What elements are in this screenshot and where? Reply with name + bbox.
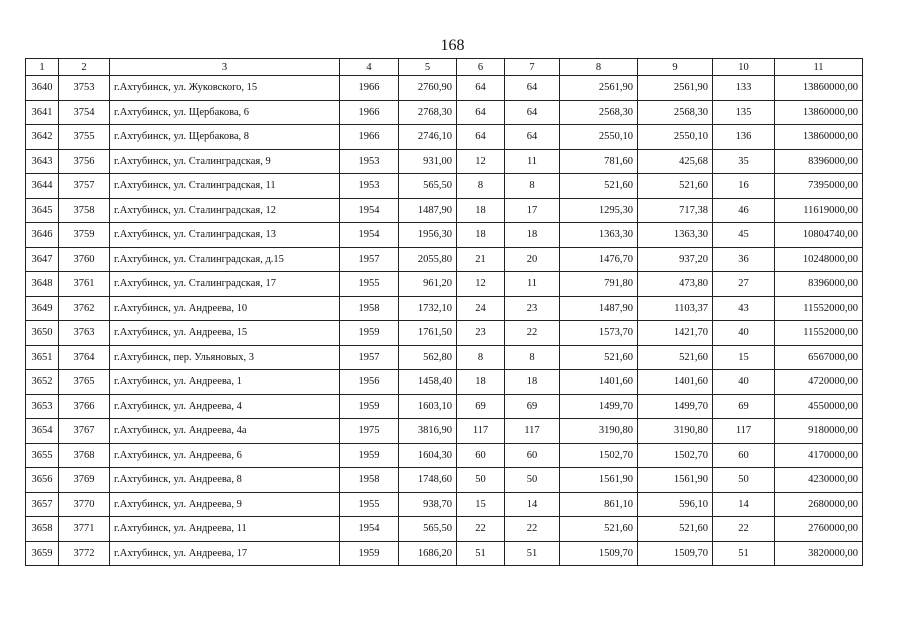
row-number-cell: 3643 — [26, 149, 59, 174]
col10-cell: 35 — [713, 149, 775, 174]
record-number-cell: 3755 — [59, 125, 110, 150]
col10-cell: 43 — [713, 296, 775, 321]
area-cell: 2055,80 — [399, 247, 457, 272]
cost-cell: 11552000,00 — [775, 296, 863, 321]
cost-cell: 9180000,00 — [775, 419, 863, 444]
year-cell: 1955 — [340, 492, 399, 517]
col7-cell: 50 — [505, 468, 560, 493]
table-row — [26, 272, 863, 297]
cost-cell: 8396000,00 — [775, 149, 863, 174]
col9-area-cell: 1363,30 — [638, 223, 713, 248]
col6-cell: 60 — [457, 443, 505, 468]
record-number-cell: 3757 — [59, 174, 110, 199]
table-row — [26, 419, 863, 444]
col7-cell: 23 — [505, 296, 560, 321]
col10-cell: 69 — [713, 394, 775, 419]
col7-cell: 60 — [505, 443, 560, 468]
col9-area-cell: 1561,90 — [638, 468, 713, 493]
col8-area-cell: 1295,30 — [560, 198, 638, 223]
row-number-cell: 3642 — [26, 125, 59, 150]
col10-cell: 50 — [713, 468, 775, 493]
area-cell: 565,50 — [399, 517, 457, 542]
address-cell: г.Ахтубинск, ул. Андреева, 11 — [110, 517, 340, 542]
year-cell: 1959 — [340, 321, 399, 346]
year-cell: 1956 — [340, 370, 399, 395]
col10-cell: 117 — [713, 419, 775, 444]
col7-cell: 69 — [505, 394, 560, 419]
col9-area-cell: 1509,70 — [638, 541, 713, 566]
table-row — [26, 541, 863, 566]
year-cell: 1957 — [340, 345, 399, 370]
year-cell: 1958 — [340, 468, 399, 493]
table-row — [26, 296, 863, 321]
col10-cell: 27 — [713, 272, 775, 297]
col6-cell: 24 — [457, 296, 505, 321]
row-number-cell: 3649 — [26, 296, 59, 321]
col9-area-cell: 425,68 — [638, 149, 713, 174]
area-cell: 1732,10 — [399, 296, 457, 321]
col9-area-cell: 2550,10 — [638, 125, 713, 150]
col8-area-cell: 3190,80 — [560, 419, 638, 444]
col7-cell: 64 — [505, 100, 560, 125]
area-cell: 1458,40 — [399, 370, 457, 395]
area-cell: 1761,50 — [399, 321, 457, 346]
address-cell: г.Ахтубинск, ул. Андреева, 17 — [110, 541, 340, 566]
row-number-cell: 3646 — [26, 223, 59, 248]
table-row — [26, 517, 863, 542]
row-number-cell: 3656 — [26, 468, 59, 493]
col10-cell: 36 — [713, 247, 775, 272]
address-cell: г.Ахтубинск, ул. Андреева, 6 — [110, 443, 340, 468]
page-number: 168 — [440, 37, 465, 54]
table-row — [26, 247, 863, 272]
col9-area-cell: 473,80 — [638, 272, 713, 297]
col6-cell: 69 — [457, 394, 505, 419]
col7-cell: 8 — [505, 174, 560, 199]
col6-cell: 64 — [457, 76, 505, 101]
area-cell: 1748,60 — [399, 468, 457, 493]
address-cell: г.Ахтубинск, ул. Андреева, 9 — [110, 492, 340, 517]
area-cell: 938,70 — [399, 492, 457, 517]
cost-cell: 2760000,00 — [775, 517, 863, 542]
area-cell: 1956,30 — [399, 223, 457, 248]
table-row — [26, 76, 863, 101]
col10-cell: 16 — [713, 174, 775, 199]
col10-cell: 22 — [713, 517, 775, 542]
cost-cell: 4720000,00 — [775, 370, 863, 395]
col9-area-cell: 596,10 — [638, 492, 713, 517]
cost-cell: 3820000,00 — [775, 541, 863, 566]
address-cell: г.Ахтубинск, ул. Сталинградская, д.15 — [110, 247, 340, 272]
address-cell: г.Ахтубинск, ул. Сталинградская, 9 — [110, 149, 340, 174]
record-number-cell: 3760 — [59, 247, 110, 272]
record-number-cell: 3761 — [59, 272, 110, 297]
year-cell: 1966 — [340, 100, 399, 125]
col6-cell: 23 — [457, 321, 505, 346]
col9-area-cell: 1499,70 — [638, 394, 713, 419]
record-number-cell: 3753 — [59, 76, 110, 101]
column-header: 2 — [59, 59, 110, 76]
col8-area-cell: 1476,70 — [560, 247, 638, 272]
record-number-cell: 3759 — [59, 223, 110, 248]
table-row — [26, 100, 863, 125]
cost-cell: 4170000,00 — [775, 443, 863, 468]
column-header: 7 — [505, 59, 560, 76]
col8-area-cell: 1401,60 — [560, 370, 638, 395]
col6-cell: 18 — [457, 198, 505, 223]
area-cell: 1686,20 — [399, 541, 457, 566]
address-cell: г.Ахтубинск, ул. Андреева, 15 — [110, 321, 340, 346]
row-number-cell: 3648 — [26, 272, 59, 297]
record-number-cell: 3764 — [59, 345, 110, 370]
col6-cell: 18 — [457, 370, 505, 395]
year-cell: 1958 — [340, 296, 399, 321]
column-header: 9 — [638, 59, 713, 76]
address-cell: г.Ахтубинск, ул. Жуковского, 15 — [110, 76, 340, 101]
row-number-cell: 3654 — [26, 419, 59, 444]
col9-area-cell: 1502,70 — [638, 443, 713, 468]
col6-cell: 12 — [457, 272, 505, 297]
column-header: 6 — [457, 59, 505, 76]
table-row — [26, 394, 863, 419]
col7-cell: 117 — [505, 419, 560, 444]
col7-cell: 18 — [505, 370, 560, 395]
cost-cell: 13860000,00 — [775, 125, 863, 150]
table-row — [26, 443, 863, 468]
record-number-cell: 3767 — [59, 419, 110, 444]
address-cell: г.Ахтубинск, ул. Сталинградская, 12 — [110, 198, 340, 223]
col7-cell: 64 — [505, 76, 560, 101]
area-cell: 1603,10 — [399, 394, 457, 419]
table-row — [26, 223, 863, 248]
year-cell: 1953 — [340, 149, 399, 174]
col7-cell: 64 — [505, 125, 560, 150]
table-row — [26, 125, 863, 150]
address-cell: г.Ахтубинск, ул. Щербакова, 8 — [110, 125, 340, 150]
record-number-cell: 3765 — [59, 370, 110, 395]
row-number-cell: 3645 — [26, 198, 59, 223]
table-row — [26, 149, 863, 174]
year-cell: 1954 — [340, 223, 399, 248]
row-number-cell: 3658 — [26, 517, 59, 542]
cost-cell: 2680000,00 — [775, 492, 863, 517]
col9-area-cell: 521,60 — [638, 517, 713, 542]
col6-cell: 8 — [457, 345, 505, 370]
year-cell: 1959 — [340, 394, 399, 419]
cost-cell: 6567000,00 — [775, 345, 863, 370]
cost-cell: 8396000,00 — [775, 272, 863, 297]
table-row — [26, 174, 863, 199]
col6-cell: 117 — [457, 419, 505, 444]
address-cell: г.Ахтубинск, ул. Сталинградская, 17 — [110, 272, 340, 297]
row-number-cell: 3650 — [26, 321, 59, 346]
cost-cell: 13860000,00 — [775, 76, 863, 101]
col6-cell: 12 — [457, 149, 505, 174]
col6-cell: 51 — [457, 541, 505, 566]
address-cell: г.Ахтубинск, ул. Андреева, 1 — [110, 370, 340, 395]
table-row — [26, 492, 863, 517]
col7-cell: 11 — [505, 272, 560, 297]
year-cell: 1975 — [340, 419, 399, 444]
col10-cell: 60 — [713, 443, 775, 468]
address-cell: г.Ахтубинск, ул. Андреева, 8 — [110, 468, 340, 493]
column-header: 8 — [560, 59, 638, 76]
table-row — [26, 370, 863, 395]
column-header: 4 — [340, 59, 399, 76]
col6-cell: 50 — [457, 468, 505, 493]
year-cell: 1959 — [340, 541, 399, 566]
col10-cell: 14 — [713, 492, 775, 517]
col8-area-cell: 861,10 — [560, 492, 638, 517]
col9-area-cell: 2561,90 — [638, 76, 713, 101]
cost-cell: 11619000,00 — [775, 198, 863, 223]
col10-cell: 133 — [713, 76, 775, 101]
col9-area-cell: 2568,30 — [638, 100, 713, 125]
row-number-cell: 3651 — [26, 345, 59, 370]
col9-area-cell: 521,60 — [638, 174, 713, 199]
table-row — [26, 468, 863, 493]
year-cell: 1953 — [340, 174, 399, 199]
row-number-cell: 3652 — [26, 370, 59, 395]
col8-area-cell: 1573,70 — [560, 321, 638, 346]
col8-area-cell: 521,60 — [560, 174, 638, 199]
record-number-cell: 3754 — [59, 100, 110, 125]
record-number-cell: 3770 — [59, 492, 110, 517]
area-cell: 1487,90 — [399, 198, 457, 223]
cost-cell: 7395000,00 — [775, 174, 863, 199]
column-header: 11 — [775, 59, 863, 76]
col9-area-cell: 521,60 — [638, 345, 713, 370]
address-cell: г.Ахтубинск, пер. Ульяновых, 3 — [110, 345, 340, 370]
col7-cell: 22 — [505, 321, 560, 346]
year-cell: 1954 — [340, 517, 399, 542]
col7-cell: 14 — [505, 492, 560, 517]
col10-cell: 40 — [713, 370, 775, 395]
col9-area-cell: 3190,80 — [638, 419, 713, 444]
table-row — [26, 198, 863, 223]
col8-area-cell: 1561,90 — [560, 468, 638, 493]
property-register-table — [25, 58, 863, 566]
col6-cell: 22 — [457, 517, 505, 542]
col8-area-cell: 2561,90 — [560, 76, 638, 101]
col9-area-cell: 717,38 — [638, 198, 713, 223]
col8-area-cell: 521,60 — [560, 517, 638, 542]
col8-area-cell: 781,60 — [560, 149, 638, 174]
cost-cell: 11552000,00 — [775, 321, 863, 346]
column-header: 10 — [713, 59, 775, 76]
col6-cell: 8 — [457, 174, 505, 199]
col10-cell: 15 — [713, 345, 775, 370]
record-number-cell: 3756 — [59, 149, 110, 174]
col9-area-cell: 1421,70 — [638, 321, 713, 346]
col9-area-cell: 1401,60 — [638, 370, 713, 395]
col7-cell: 22 — [505, 517, 560, 542]
cost-cell: 10248000,00 — [775, 247, 863, 272]
area-cell: 961,20 — [399, 272, 457, 297]
row-number-cell: 3644 — [26, 174, 59, 199]
table-row — [26, 321, 863, 346]
row-number-cell: 3647 — [26, 247, 59, 272]
address-cell: г.Ахтубинск, ул. Андреева, 10 — [110, 296, 340, 321]
table-row — [26, 345, 863, 370]
year-cell: 1966 — [340, 125, 399, 150]
col6-cell: 64 — [457, 125, 505, 150]
area-cell: 3816,90 — [399, 419, 457, 444]
cost-cell: 13860000,00 — [775, 100, 863, 125]
record-number-cell: 3768 — [59, 443, 110, 468]
area-cell: 565,50 — [399, 174, 457, 199]
col6-cell: 18 — [457, 223, 505, 248]
row-number-cell: 3640 — [26, 76, 59, 101]
record-number-cell: 3766 — [59, 394, 110, 419]
area-cell: 2768,30 — [399, 100, 457, 125]
col8-area-cell: 2568,30 — [560, 100, 638, 125]
cost-cell: 4230000,00 — [775, 468, 863, 493]
address-cell: г.Ахтубинск, ул. Андреева, 4а — [110, 419, 340, 444]
year-cell: 1955 — [340, 272, 399, 297]
col8-area-cell: 521,60 — [560, 345, 638, 370]
col8-area-cell: 1487,90 — [560, 296, 638, 321]
col7-cell: 17 — [505, 198, 560, 223]
cost-cell: 10804740,00 — [775, 223, 863, 248]
address-cell: г.Ахтубинск, ул. Щербакова, 6 — [110, 100, 340, 125]
row-number-cell: 3657 — [26, 492, 59, 517]
col10-cell: 45 — [713, 223, 775, 248]
col10-cell: 135 — [713, 100, 775, 125]
col6-cell: 15 — [457, 492, 505, 517]
col7-cell: 51 — [505, 541, 560, 566]
col10-cell: 136 — [713, 125, 775, 150]
row-number-cell: 3653 — [26, 394, 59, 419]
row-number-cell: 3655 — [26, 443, 59, 468]
table-body — [26, 76, 863, 566]
col8-area-cell: 1499,70 — [560, 394, 638, 419]
address-cell: г.Ахтубинск, ул. Сталинградская, 11 — [110, 174, 340, 199]
col9-area-cell: 1103,37 — [638, 296, 713, 321]
record-number-cell: 3758 — [59, 198, 110, 223]
col8-area-cell: 1509,70 — [560, 541, 638, 566]
area-cell: 2746,10 — [399, 125, 457, 150]
col8-area-cell: 791,80 — [560, 272, 638, 297]
year-cell: 1954 — [340, 198, 399, 223]
area-cell: 562,80 — [399, 345, 457, 370]
record-number-cell: 3771 — [59, 517, 110, 542]
record-number-cell: 3762 — [59, 296, 110, 321]
col7-cell: 8 — [505, 345, 560, 370]
year-cell: 1966 — [340, 76, 399, 101]
col6-cell: 64 — [457, 100, 505, 125]
col8-area-cell: 1502,70 — [560, 443, 638, 468]
column-header: 5 — [399, 59, 457, 76]
year-cell: 1959 — [340, 443, 399, 468]
cost-cell: 4550000,00 — [775, 394, 863, 419]
record-number-cell: 3763 — [59, 321, 110, 346]
address-cell: г.Ахтубинск, ул. Андреева, 4 — [110, 394, 340, 419]
address-cell: г.Ахтубинск, ул. Сталинградская, 13 — [110, 223, 340, 248]
col7-cell: 20 — [505, 247, 560, 272]
record-number-cell: 3769 — [59, 468, 110, 493]
area-cell: 2760,90 — [399, 76, 457, 101]
area-cell: 931,00 — [399, 149, 457, 174]
header-row — [26, 59, 863, 76]
col8-area-cell: 2550,10 — [560, 125, 638, 150]
col8-area-cell: 1363,30 — [560, 223, 638, 248]
col10-cell: 46 — [713, 198, 775, 223]
area-cell: 1604,30 — [399, 443, 457, 468]
column-header: 3 — [110, 59, 340, 76]
col6-cell: 21 — [457, 247, 505, 272]
record-number-cell: 3772 — [59, 541, 110, 566]
row-number-cell: 3641 — [26, 100, 59, 125]
col9-area-cell: 937,20 — [638, 247, 713, 272]
row-number-cell: 3659 — [26, 541, 59, 566]
col7-cell: 18 — [505, 223, 560, 248]
col10-cell: 51 — [713, 541, 775, 566]
col7-cell: 11 — [505, 149, 560, 174]
column-header: 1 — [26, 59, 59, 76]
col10-cell: 40 — [713, 321, 775, 346]
year-cell: 1957 — [340, 247, 399, 272]
